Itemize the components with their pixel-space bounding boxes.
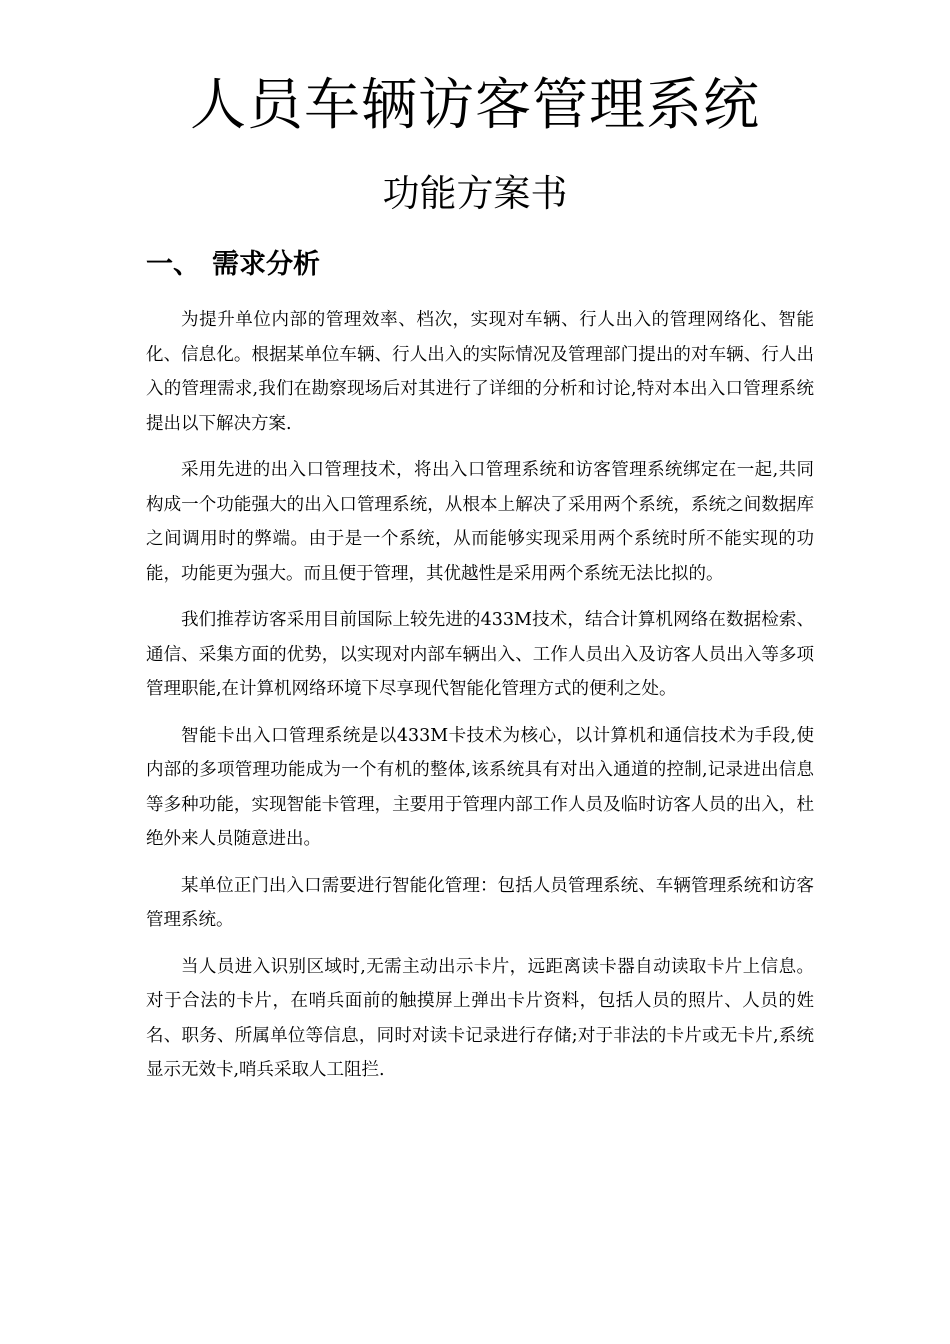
document-subtitle: 功能方案书 xyxy=(382,172,568,215)
paragraph: 我们推荐访客采用目前国际上较先进的433M技术，结合计算机网络在数据检索、通信、采集方面的优势，以实现对内部车辆出入、工作人员出入及访客人员出入等多项管理职能,在计算机网络环境下尽享现代智能化管理方式的便利之处。 xyxy=(146,610,814,699)
section-number: 一、 xyxy=(146,249,200,280)
section-heading xyxy=(146,245,320,285)
body-text xyxy=(146,303,814,1100)
paragraph: 采用先进的出入口管理技术，将出入口管理系统和访客管理系统绑定在一起,共同构成一个功能强大的出入口管理系统，从根本上解决了采用两个系统，系统之间数据库之间调用时的弊端。由于是一个系统，从而能够实现采用两个系统时所不能实现的功能，功能更为强大。而且便于管理，其优越性是采用两个系统无法比拟的。 xyxy=(146,460,814,584)
document-title: 人员车辆访客管理系统 xyxy=(190,73,760,138)
paragraph: 某单位正门出入口需要进行智能化管理：包括人员管理系统、车辆管理系统和访客管理系统。 xyxy=(146,875,814,930)
section-heading-text: 需求分析 xyxy=(212,249,320,280)
paragraph: 当人员进入识别区域时,无需主动出示卡片，远距离读卡器自动读取卡片上信息。对于合法的卡片，在哨兵面前的触摸屏上弹出卡片资料，包括人员的照片、人员的姓名、职务、所属单位等信息，同时对读卡记录进行存储;对于非法的卡片或无卡片,系统显示无效卡,哨兵采取人工阻拦. xyxy=(146,956,814,1080)
paragraph: 智能卡出入口管理系统是以433M卡技术为核心，以计算机和通信技术为手段,使内部的多项管理功能成为一个有机的整体,该系统具有对出入通道的控制,记录进出信息等多种功能，实现智能卡管理，主要用于管理内部工作人员及临时访客人员的出入，杜绝外来人员随意进出。 xyxy=(146,725,814,849)
paragraph: 为提升单位内部的管理效率、档次，实现对车辆、行人出入的管理网络化、智能化、信息化。根据某单位车辆、行人出入的实际情况及管理部门提出的对车辆、行人出入的管理需求,我们在勘察现场后对其进行了详细的分析和讨论,特对本出入口管理系统提出以下解决方案. xyxy=(146,310,814,434)
